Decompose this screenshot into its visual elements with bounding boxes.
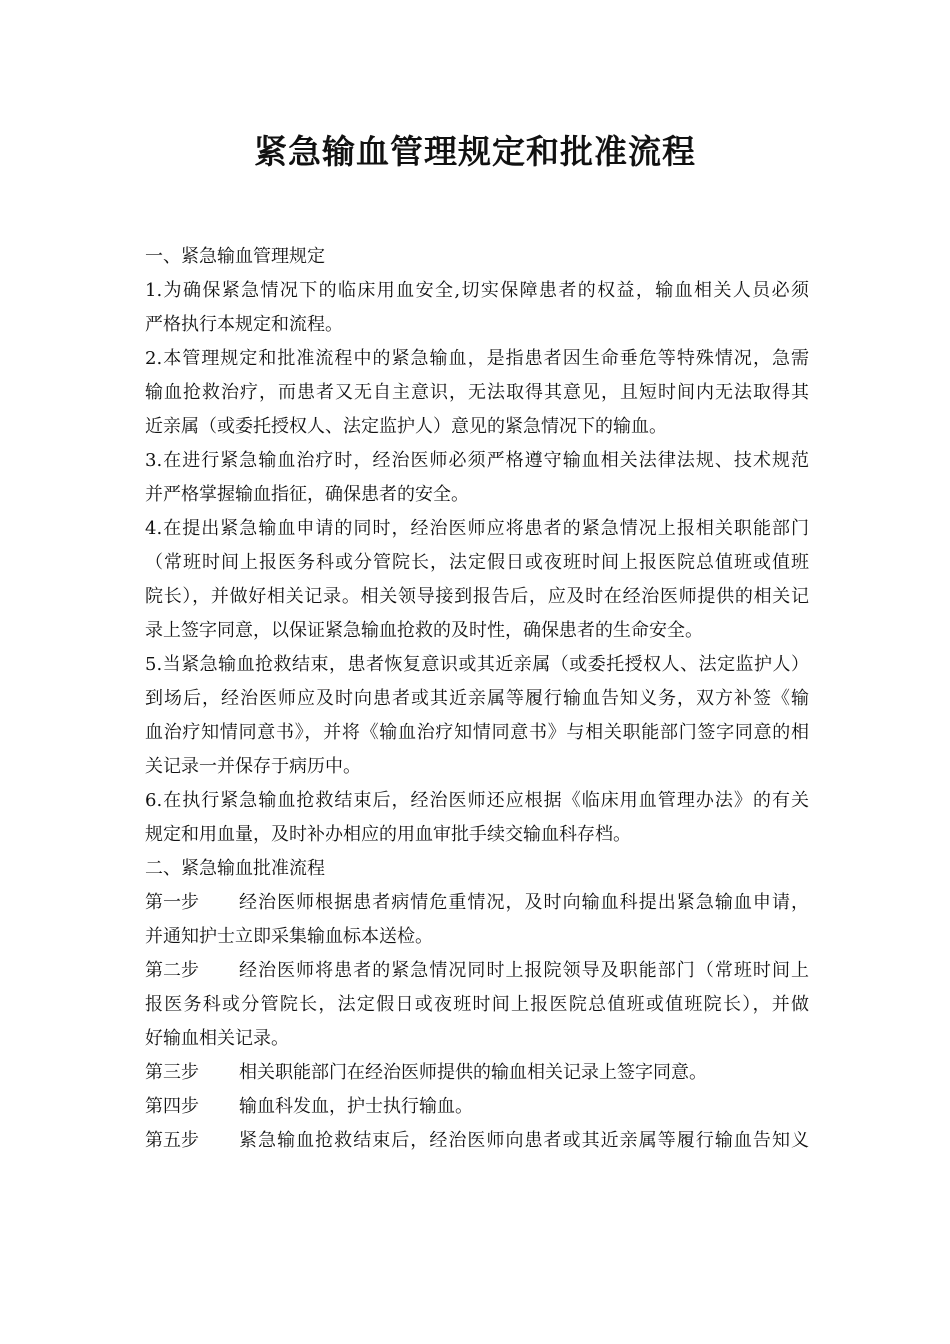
step-text: 经治医师根据患者病情危重情况，及时向输血科提出紧急输血申请， <box>239 892 809 913</box>
step-label: 第一步 <box>145 892 199 913</box>
paragraph-line: 4.在提出紧急输血申请的同时，经治医师应将患者的紧急情况上报相关职能部门 <box>145 518 809 539</box>
step-4 <box>145 1090 809 1124</box>
step-text: 相关职能部门在经治医师提供的输血相关记录上签字同意。 <box>239 1062 707 1083</box>
paragraph-line: 院长），并做好相关记录。相关领导接到报告后，应及时在经治医师提供的相关记 <box>145 586 809 607</box>
step-5 <box>145 1124 809 1158</box>
paragraph-line: 到场后，经治医师应及时向患者或其近亲属等履行输血告知义务，双方补签《输 <box>145 688 809 709</box>
step-text: 输血科发血，护士执行输血。 <box>239 1096 473 1117</box>
paragraph-line: 并严格掌握输血指征，确保患者的安全。 <box>145 484 469 505</box>
step-text: 紧急输血抢救结束后，经治医师向患者或其近亲属等履行输血告知义 <box>239 1130 809 1151</box>
step-label: 第三步 <box>145 1062 199 1083</box>
paragraph-line: 严格执行本规定和流程。 <box>145 314 343 335</box>
paragraph-line: 关记录一并保存于病历中。 <box>145 756 361 777</box>
section-heading-approval-process: 二、紧急输血批准流程 <box>145 858 325 879</box>
step-label: 第四步 <box>145 1096 199 1117</box>
paragraph-line: 血治疗知情同意书》，并将《输血治疗知情同意书》与相关职能部门签字同意的相 <box>145 722 809 743</box>
paragraph-line: 3.在进行紧急输血治疗时，经治医师必须严格遵守输血相关法律法规、技术规范 <box>145 450 809 471</box>
document-title: 紧急输血管理规定和批准流程 <box>254 132 696 171</box>
step-1 <box>145 886 809 920</box>
step-label: 第五步 <box>145 1130 199 1151</box>
paragraph-line: 近亲属（或委托授权人、法定监护人）意见的紧急情况下的输血。 <box>145 416 667 437</box>
paragraph-line: 并通知护士立即采集输血标本送检。 <box>145 926 433 947</box>
paragraph-line: 1.为确保紧急情况下的临床用血安全,切实保障患者的权益，输血相关人员必须 <box>145 280 809 301</box>
step-text: 经治医师将患者的紧急情况同时上报院领导及职能部门（常班时间上 <box>239 960 809 981</box>
paragraph-line: （常班时间上报医务科或分管院长，法定假日或夜班时间上报医院总值班或值班 <box>145 552 809 573</box>
document-body <box>145 240 809 1158</box>
paragraph-line: 2.本管理规定和批准流程中的紧急输血，是指患者因生命垂危等特殊情况，急需 <box>145 348 809 369</box>
paragraph-line: 好输血相关记录。 <box>145 1028 289 1049</box>
step-2 <box>145 954 809 988</box>
section-heading-regulations: 一、紧急输血管理规定 <box>145 246 325 267</box>
paragraph-line: 规定和用血量，及时补办相应的用血审批手续交输血科存档。 <box>145 824 631 845</box>
paragraph-line: 报医务科或分管院长，法定假日或夜班时间上报医院总值班或值班院长），并做 <box>145 994 809 1015</box>
step-3 <box>145 1056 809 1090</box>
paragraph-line: 6.在执行紧急输血抢救结束后，经治医师还应根据《临床用血管理办法》的有关 <box>145 790 809 811</box>
paragraph-line: 录上签字同意，以保证紧急输血抢救的及时性，确保患者的生命安全。 <box>145 620 703 641</box>
paragraph-line: 输血抢救治疗，而患者又无自主意识，无法取得其意见，且短时间内无法取得其 <box>145 382 809 403</box>
step-label: 第二步 <box>145 960 199 981</box>
paragraph-line: 5.当紧急输血抢救结束，患者恢复意识或其近亲属（或委托授权人、法定监护人） <box>145 654 809 675</box>
